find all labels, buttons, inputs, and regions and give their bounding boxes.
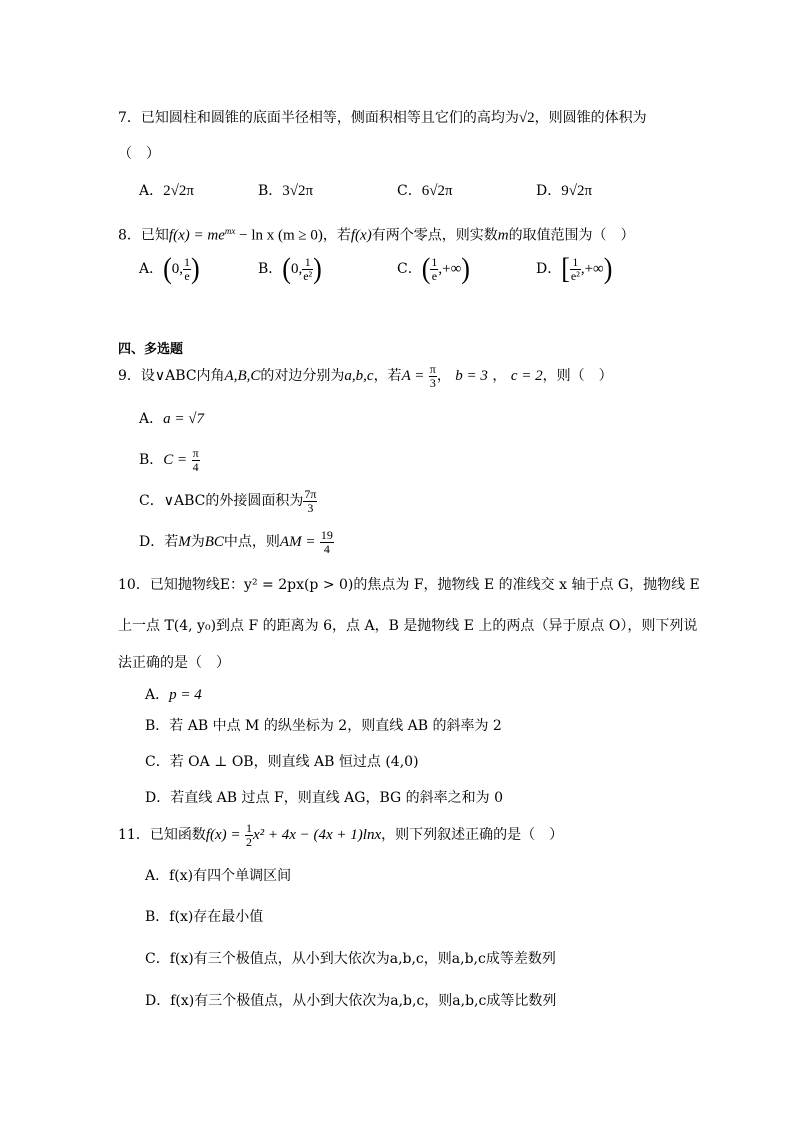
q10-line-1: 10．已知抛物线E：y² = 2px(p > 0)的焦点为 F，抛物线 E 的准线交 x 轴于点 G，抛物线 E [118, 577, 700, 593]
q11-stem: 11．已知函数f(x) = $\frac{1}{2}$ x² + 4x − (4x + 1)lnx，则下列叙述正确的是（ ） [118, 820, 564, 849]
q7-text-b: ，则圆锥的体积为 [534, 110, 647, 126]
q7-option-a: A．2√2π [139, 183, 194, 199]
q9-option-c: C．∨ABC的外接圆面积为 $\frac{7\pi}{3}$ [139, 486, 317, 515]
q7-option-c: C．6√2π [397, 183, 453, 199]
q8-option-a: A．(0, $\frac{1}{e}$ ) [139, 251, 200, 286]
q7-option-b: B．3√2π [258, 183, 314, 199]
q8-option-c: C．( $\frac{1}{e}$ ,+∞) [397, 251, 470, 286]
section-title: 四、多选题 [118, 342, 184, 357]
q7-option-d: D．9√2π [536, 183, 593, 199]
q9-option-d: D．若M为BC中点，则AM = $\frac{19}{4}$ [139, 527, 333, 556]
q7-number: 7． [118, 110, 141, 126]
q9-stem: 9．设∨ABC内角A,B,C的对边分别为a,b,c，若A = $\frac{\pi}{3}$ ， b = 3 ， c = 2，则（ ） [118, 361, 613, 390]
q10-line-2: 上一点 T(4, y₀)到点 F 的距离为 6，点 A，B 是抛物线 E 上的两点（异于原点 O），则下列说 [118, 618, 698, 634]
q8-stem: 8．已知$f(x) = me^{mx} - \ln x$ (m ≥ 0)，若f(x)有两个零点，则实数m的取值范围为（ ） [118, 226, 635, 244]
q8-option-d: D．[ $\frac{1}{\text{e²}}$ ,+∞) [536, 251, 613, 286]
q11-option-b: B．f(x)存在最小值 [145, 909, 264, 925]
q7-sqrt2: √2 [518, 110, 535, 126]
q9-option-a: A．a = √7 [139, 411, 204, 427]
q7-stem [118, 107, 647, 129]
q9-option-b: B．C = $\frac{\pi}{4}$ [139, 445, 199, 474]
q10-option-a: A．p = 4 [145, 687, 202, 703]
q10-option-c: C．若 OA ⊥ OB，则直线 AB 恒过点 (4,0) [145, 754, 419, 770]
q10-option-b: B．若 AB 中点 M 的纵坐标为 2，则直线 AB 的斜率为 2 [145, 718, 502, 734]
q8-option-b: B．(0, $\frac{1}{\text{e²}}$ ) [258, 251, 322, 286]
q8-number: 8． [118, 227, 141, 244]
q7-paren: （ ） [118, 146, 160, 162]
q10-line-3: 法正确的是（ ） [118, 655, 230, 671]
q8-func: f(x) = me [168, 227, 225, 244]
q11-option-a: A．f(x)有四个单调区间 [145, 868, 292, 884]
q11-option-c: C．f(x)有三个极值点，从小到大依次为a,b,c，则a,b,c成等差数列 [145, 951, 556, 967]
q7-text-a: 已知圆柱和圆锥的底面半径相等，侧面积相等且它们的高均为 [140, 110, 519, 126]
q11-option-d: D．f(x)有三个极值点，从小到大依次为a,b,c，则a,b,c成等比数列 [145, 993, 557, 1009]
q10-option-d: D．若直线 AB 过点 F，则直线 AG，BG 的斜率之和为 0 [145, 790, 503, 806]
